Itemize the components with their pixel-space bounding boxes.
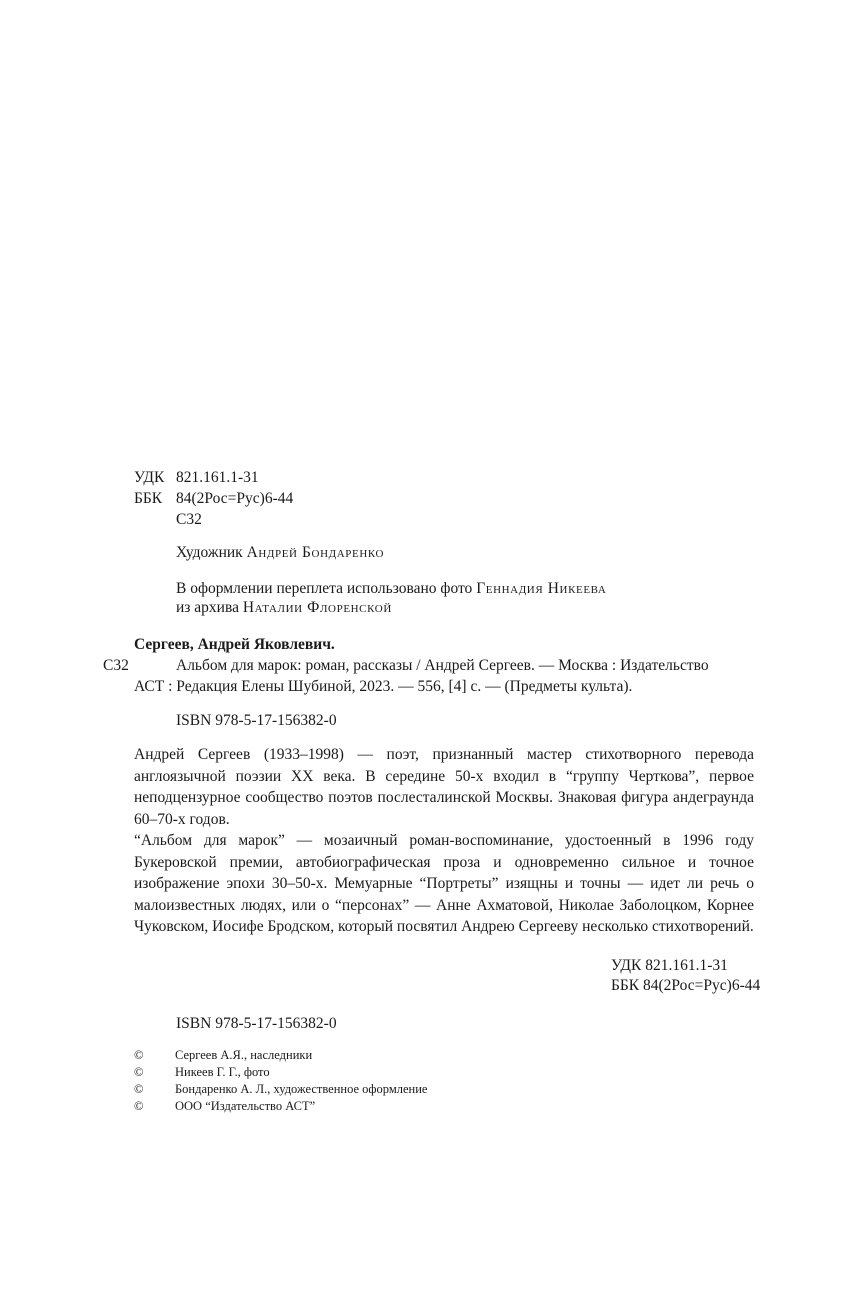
archive-owner-name: Наталии Флоренской [242, 599, 392, 616]
copyright-text: Никеев Г. Г., фото [175, 1065, 270, 1079]
record-line-2: АСТ : Редакция Елены Шубиной, 2023. — 556, [4] с. — (Предметы культа). [134, 678, 633, 695]
record-mark: С32 [103, 657, 129, 674]
footer-isbn: ISBN 978-5-17-156382-0 [176, 1015, 337, 1032]
udk-label: УДК [134, 469, 165, 486]
cover-photo-line1 [176, 578, 606, 599]
bbk-value: 84(2Рос=Рус)6-44 [176, 490, 294, 507]
copyright-symbol: © [134, 1065, 144, 1079]
artist-name: Андрей Бондаренко [246, 544, 385, 561]
cover-photo-line2 [176, 597, 392, 618]
copyright-symbol: © [134, 1082, 144, 1096]
footer-udk: УДК 821.161.1-31 [611, 957, 728, 974]
cover-photo-prefix: В оформлении переплета использовано фото [176, 580, 473, 597]
annotation [134, 744, 754, 938]
artist-prefix: Художник [176, 544, 243, 561]
copyright-symbol: © [134, 1099, 144, 1113]
annotation-paragraph-1: Андрей Сергеев (1933–1998) — поэт, признанный мастер стихотворного перевода англоязычной поэзии XX века. В середине 50-х входил в “группу Черткова”, первое неподцензурное сообщество поэтов послесталинской Москвы. Знаковая фигура андеграунда 60–70-х годов. [134, 746, 754, 828]
copyright-text: Бондаренко А. Л., художественное оформление [175, 1082, 428, 1096]
copyright-text: ООО “Издательство АСТ” [175, 1099, 316, 1113]
photographer-name: Геннадия Никеева [476, 580, 607, 597]
annotation-paragraph-2: “Альбом для марок” — мозаичный роман-воспоминание, удостоенный в 1996 году Букеровской премии, автобиографическая проза и одновременно сильное и точное изображение эпохи 30–50-х. Мемуарные “Портреты” изящны и точны — идет ли речь о малоизвестных людях, или о “персонах” — Анне Ахматовой, Николае Заболоцком, Корнее Чуковском, Иосифе Бродском, который посвятил Андрею Сергееву несколько стихотворений. [134, 832, 754, 935]
bbk-label: ББК [134, 490, 163, 507]
artist-credit [176, 542, 384, 563]
record-isbn: ISBN 978-5-17-156382-0 [176, 712, 337, 729]
copyright-symbol: © [134, 1048, 144, 1062]
author-mark: С32 [176, 511, 202, 528]
record-line-1: Альбом для марок: роман, рассказы / Андрей Сергеев. — Москва : Издательство [176, 657, 709, 674]
copyright-row [134, 1098, 315, 1115]
udk-value: 821.161.1-31 [176, 469, 259, 486]
copyright-row [134, 1064, 270, 1081]
footer-bbk: ББК 84(2Рос=Рус)6-44 [611, 977, 761, 994]
archive-prefix: из архива [176, 599, 239, 616]
copyright-row [134, 1047, 312, 1064]
author-heading: Сергеев, Андрей Яковлевич. [134, 636, 335, 653]
copyright-text: Сергеев А.Я., наследники [175, 1048, 313, 1062]
copyright-row [134, 1081, 427, 1098]
